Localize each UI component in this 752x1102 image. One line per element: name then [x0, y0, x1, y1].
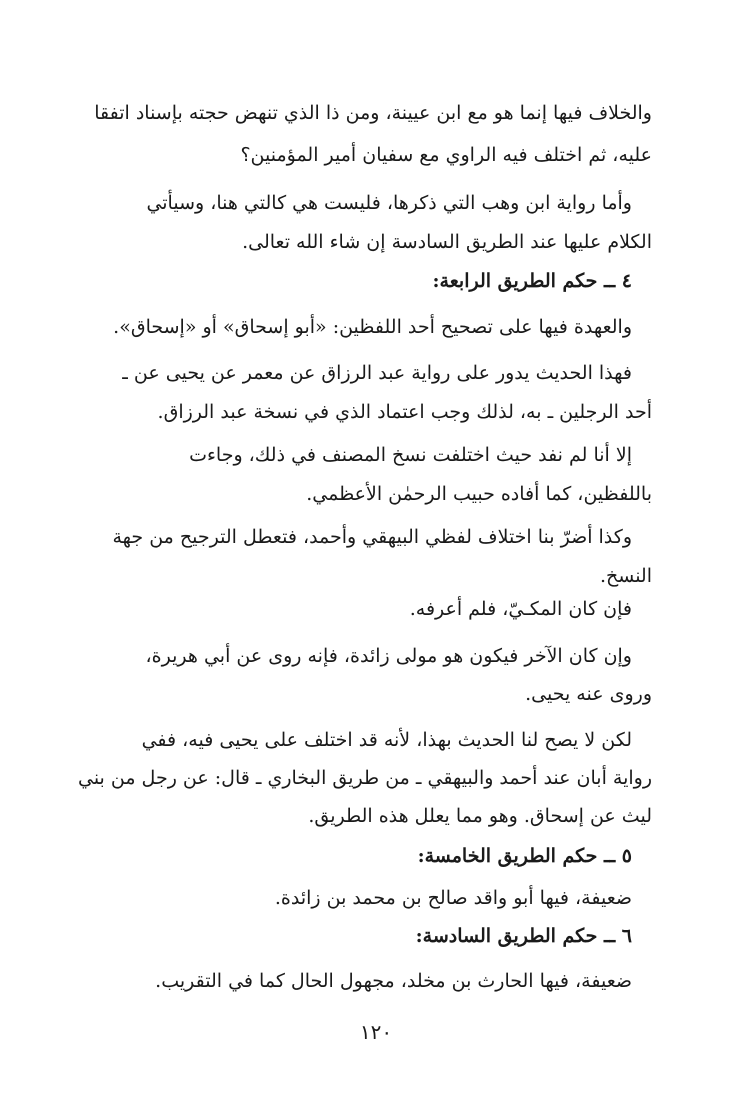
page-number: ١٢٠	[359, 1020, 393, 1044]
text-line: أحد الرجلين ـ به، لذلك وجب اعتماد الذي في نسخة عبد الرزاق.	[157, 401, 652, 423]
text-line: إلا أنا لم نفد حيث اختلفت نسخ المصنف في ذلك، وجاءت	[189, 444, 632, 466]
text-line: وروى عنه يحيى.	[525, 683, 652, 705]
section-heading: ٤ ــ حكم الطريق الرابعة:	[432, 270, 632, 292]
text-line: الكلام عليها عند الطريق السادسة إن شاء الله تعالى.	[242, 231, 652, 253]
text-line: النسخ.	[599, 565, 652, 587]
text-line: ليث عن إسحاق. وهو مما يعلل هذه الطريق.	[308, 805, 652, 827]
text-line: والعهدة فيها على تصحيح أحد اللفظين: «أبو إسحاق» أو «إسحاق».	[113, 316, 632, 338]
text-line: والخلاف فيها إنما هو مع ابن عيينة، ومن ذا الذي تنهض حجته بإسناد اتفقا	[94, 102, 652, 124]
section-heading: ٥ ــ حكم الطريق الخامسة:	[417, 845, 632, 867]
text-line: وكذا أضرّ بنا اختلاف لفظي البيهقي وأحمد، فتعطل الترجيح من جهة	[112, 526, 632, 548]
text-line: وأما رواية ابن وهب التي ذكرها، فليست هي كالتي هنا، وسيأتي	[146, 192, 632, 214]
text-line: عليه، ثم اختلف فيه الراوي مع سفيان أمير المؤمنين؟	[240, 144, 652, 166]
text-line: رواية أبان عند أحمد والبيهقي ـ من طريق البخاري ـ قال: عن رجل من بني	[77, 767, 652, 789]
text-line: ضعيفة، فيها الحارث بن مخلد، مجهول الحال كما في التقريب.	[155, 970, 632, 992]
text-line: فإن كان المكـيّ، فلم أعرفه.	[409, 598, 632, 620]
text-line: فهذا الحديث يدور على رواية عبد الرزاق عن معمر عن يحيى عن ـ	[122, 362, 632, 384]
text-line: لكن لا يصح لنا الحديث بهذا، لأنه قد اختلف على يحيى فيه، ففي	[141, 729, 632, 751]
text-line: وإن كان الآخر فيكون هو مولى زائدة، فإنه روى عن أبي هريرة،	[145, 645, 632, 667]
section-heading: ٦ ــ حكم الطريق السادسة:	[415, 925, 632, 947]
text-line: باللفظين، كما أفاده حبيب الرحمٰن الأعظمي.	[306, 483, 652, 505]
text-line: ضعيفة، فيها أبو واقد صالح بن محمد بن زائدة.	[274, 887, 632, 909]
